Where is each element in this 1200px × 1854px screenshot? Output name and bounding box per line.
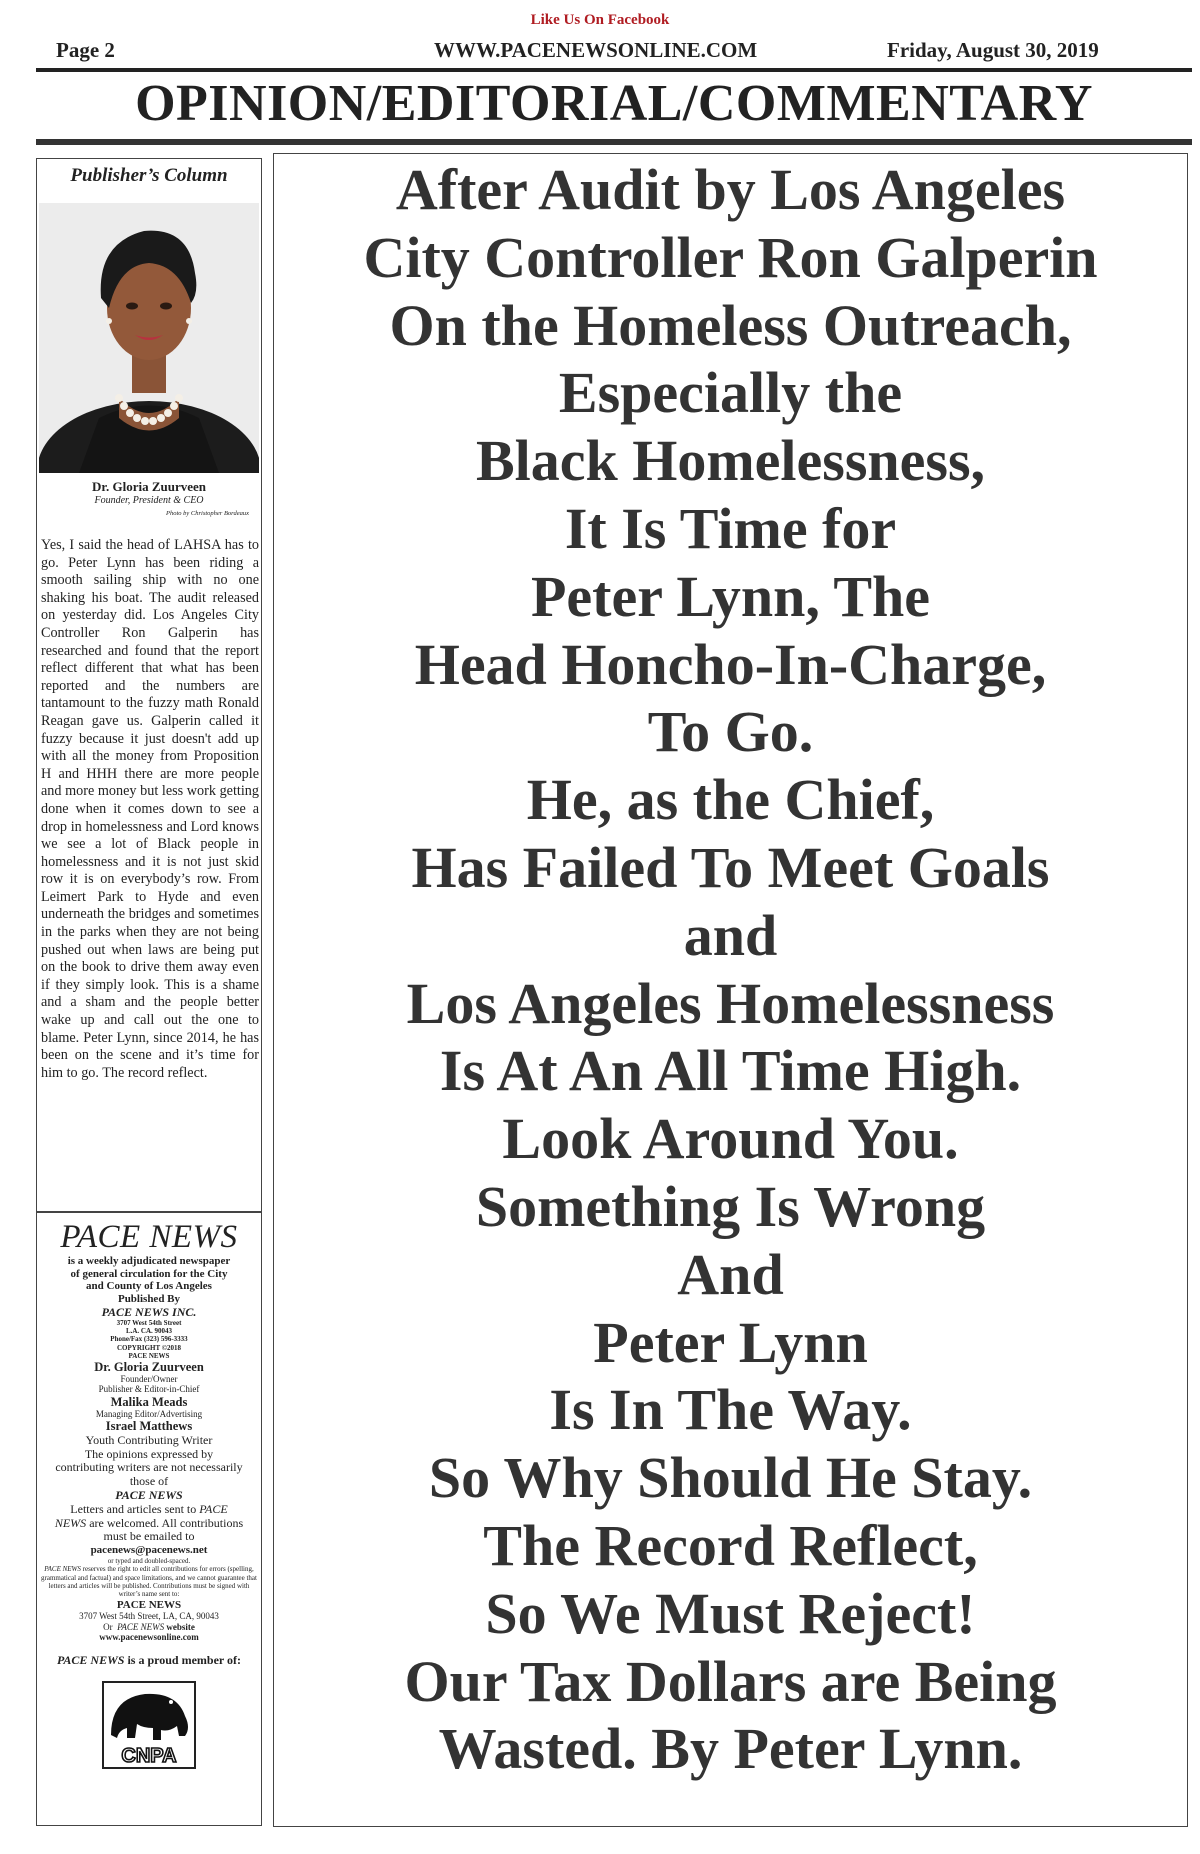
masthead-desc: and County of Los Angeles — [86, 1280, 212, 1293]
letters-text: are welcomed. All contributions — [89, 1515, 244, 1530]
publisher-sidebar — [36, 158, 262, 1826]
contact-email[interactable]: pacenews@pacenews.net — [90, 1544, 208, 1557]
headline-line: Peter Lynn, The — [530, 563, 931, 629]
title-rule — [36, 139, 1192, 145]
rights-text: reserves the right to edit all contributions for errors (spelling, grammatical and factual) and space limitations, and we cannot guarantee that letters and articles will be published. Contributions must be signed with writer’s name sent to: — [41, 1565, 257, 1599]
website-url[interactable]: WWW.PACENEWSONLINE.COM — [434, 38, 758, 62]
website-note — [37, 1622, 261, 1632]
letters-policy: must be emailed to — [103, 1529, 195, 1544]
headline-box — [273, 153, 1188, 1827]
headline-line: and — [683, 902, 778, 968]
published-by: Published By — [117, 1292, 181, 1305]
headline-line: He, as the Chief, — [526, 767, 935, 833]
address-line: L.A. CA. 90043 — [125, 1327, 173, 1336]
headline-line: Head Honcho-In-Charge, — [414, 631, 1047, 697]
portrait-image — [39, 203, 259, 473]
website-brand: PACE NEWS — [117, 1621, 165, 1632]
letters-text: Letters and articles sent to — [70, 1501, 197, 1516]
headline-line: Los Angeles Homelessness — [406, 970, 1055, 1036]
masthead — [37, 1219, 261, 1770]
headline-line: And — [677, 1241, 784, 1307]
headline-line: So Why Should He Stay. — [428, 1445, 1033, 1511]
headline-line: So We Must Reject! — [485, 1580, 976, 1646]
disclaimer: those of — [129, 1474, 169, 1489]
page-number: Page 2 — [56, 38, 115, 62]
headline-line: Is In The Way. — [549, 1377, 912, 1443]
disclaimer-brand: PACE NEWS — [115, 1487, 183, 1502]
copyright: COPYRIGHT ©2018 — [116, 1343, 182, 1352]
member-brand: PACE NEWS — [56, 1653, 125, 1668]
masthead-desc: is a weekly adjudicated newspaper — [67, 1255, 231, 1267]
headline-line: On the Homeless Outreach, — [389, 292, 1072, 358]
or-text: Or — [103, 1621, 113, 1632]
address-line: 3707 West 54th Street — [116, 1319, 182, 1328]
headline-line: The Record Reflect, — [483, 1512, 978, 1578]
disclaimer: The opinions expressed by — [84, 1446, 214, 1461]
website-word: website — [166, 1621, 195, 1632]
typed-note: or typed and doubled-spaced. — [107, 1556, 191, 1565]
copyright-brand: PACE NEWS — [128, 1351, 170, 1360]
letters-policy — [37, 1517, 261, 1531]
facebook-link[interactable]: Like Us On Facebook — [530, 12, 670, 28]
masthead-desc: of general circulation for the City — [70, 1267, 228, 1280]
disclaimer: contributing writers are not necessarily — [55, 1460, 243, 1475]
masthead-brand: PACE NEWS — [60, 1219, 238, 1255]
staff-name: Israel Matthews — [105, 1419, 193, 1434]
sidebar-divider — [37, 1211, 261, 1213]
headline-line: Especially the — [558, 360, 903, 426]
staff-name: Dr. Gloria Zuurveen — [94, 1359, 204, 1374]
staff-role: Founder/Owner — [120, 1373, 178, 1384]
phone-fax: Phone/Fax (323) 596-3333 — [110, 1335, 188, 1344]
headline-line: To Go. — [647, 699, 814, 765]
headline-line: City Controller Ron Galperin — [363, 224, 1098, 290]
rights-note — [37, 1565, 261, 1599]
publisher-company: PACE NEWS INC. — [101, 1304, 197, 1319]
letters-policy — [37, 1503, 261, 1517]
photo-credit: Photo by Christopher Bordeaux — [166, 510, 249, 517]
rights-brand: PACE NEWS — [44, 1565, 81, 1574]
section-title: OPINION/EDITORIAL/COMMENTARY — [135, 75, 1093, 132]
staff-role: Youth Contributing Writer — [85, 1432, 213, 1447]
headline-line: Our Tax Dollars are Being — [404, 1648, 1057, 1714]
letters-brand: NEWS — [54, 1515, 87, 1530]
publisher-column-text: Yes, I said the head of LAHSA has to go. Peter Lynn has been riding a smooth sailing ship with no one shaking his boat. The audit released on yesterday did. Los Angeles City Controller Ron Galperin has researched and found that the report reflect different that what has been reported and the numbers are tantamount to the fuzzy math Ronald Reagan gave us. Galperin called it fuzzy because it just doesn't add up with all the money from Proposition H and HHH there are more people and more money but less work getting done when it comes down to see a drop in homelessness and Lord knows we see a lot of Black people in homelessness and it is not just skid row it is on everybody’s row. From Leimert Park to Hyde and even underneath the bridges and sometimes in the parks when they are not being pushed out when laws are being put on the book to drive them away even if they simply look. This is a shame and a sham and the people better wake up and call out the one to blame. Peter Lynn, since 2014, he has been on the scene and it’s time for him to go. The record reflect. — [41, 537, 259, 1081]
send-to-name: PACE NEWS — [116, 1598, 182, 1611]
letters-brand: PACE — [199, 1501, 228, 1516]
staff-role: Publisher & Editor-in-Chief — [98, 1384, 200, 1395]
publisher-photo — [39, 203, 259, 473]
headline-line: It Is Time for — [564, 495, 897, 561]
member-note — [37, 1654, 261, 1668]
editorial-headline — [274, 156, 1187, 1783]
publisher-column-title: Publisher’s Column — [70, 165, 228, 186]
publisher-title: Founder, President & CEO — [94, 495, 204, 506]
sidebar-website-url[interactable]: www.pacenewsonline.com — [99, 1632, 199, 1643]
header-rule — [36, 68, 1192, 72]
staff-name: Malika Meads — [110, 1394, 188, 1409]
publisher-name: Dr. Gloria Zuurveen — [92, 479, 206, 494]
headline-line: Black Homelessness, — [475, 428, 986, 494]
cnpa-logo-text: CNPA — [121, 1745, 177, 1768]
headline-line: Peter Lynn — [593, 1309, 868, 1375]
headline-line: Wasted. By Peter Lynn. — [438, 1716, 1023, 1782]
headline-line: Is At An All Time High. — [439, 1038, 1022, 1104]
headline-line: Something Is Wrong — [475, 1173, 986, 1239]
issue-date: Friday, August 30, 2019 — [887, 38, 1099, 62]
headline-line: Has Failed To Meet Goals — [411, 834, 1050, 900]
member-text: is a proud member of: — [127, 1653, 242, 1668]
staff-role: Managing Editor/Advertising — [95, 1409, 203, 1420]
headline-line: Look Around You. — [502, 1106, 959, 1172]
send-to-address: 3707 West 54th Street, LA, CA, 90043 — [79, 1611, 219, 1622]
cnpa-logo — [99, 1680, 199, 1770]
headline-line: After Audit by Los Angeles — [395, 157, 1066, 222]
